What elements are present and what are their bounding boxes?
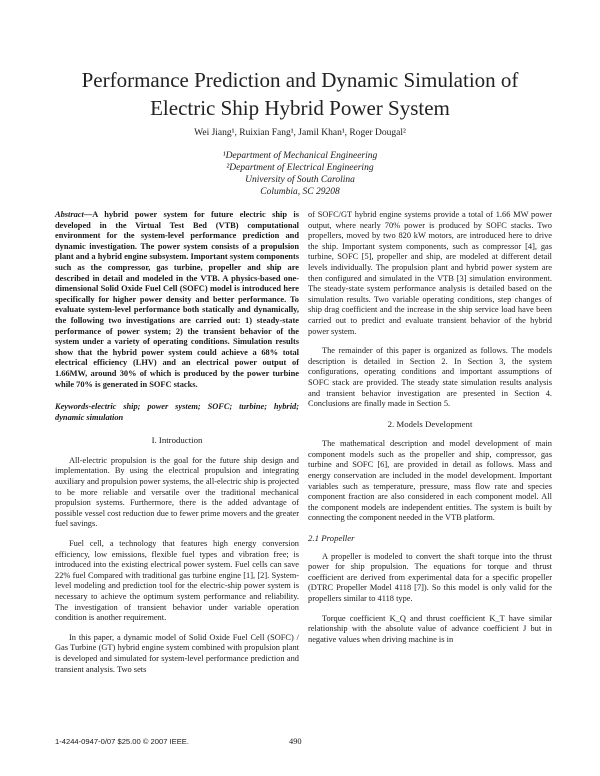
section-heading-introduction: I. Introduction (151, 435, 203, 446)
paper-title (40, 66, 560, 122)
abstract-text: A hybrid power system for future electric ship is developed in the Virtual Test Bed (VTB) computational environment for the system-level performance prediction and dynamic investigation. The power system consists of a propulsion plant and a hybrid engine subsystem. Important system components such as the compressor, gas turbine, propeller and ship are described in detail and modeled in the VTB. A physics-based one-dimensional Solid Oxide Fuel Cell (SOFC) model is introduced here specifically for higher power density and better performance. To evaluate system-level performance both statically and dynamically, the following two investigations are carried out: 1) steady-state performance of power system; 2) the transient behavior of the system under a variety of operating conditions. Simulation results show that the hybrid power system could achieve a 68% total electrical efficiency (LHV) and an electrical power output of 1.66MW, around 30% of which is produced by the power turbine while 70% is generated in SOFC stacks. (55, 210, 299, 389)
page-number: 490 (289, 737, 302, 746)
affiliation-line: Columbia, SC 29208 (260, 187, 340, 197)
intro-paragraph: Fuel cell, a technology that features high energy conversion efficiency, low emissions, flexible fuel types and vibration free; is introduced into the existing electrical power system. Fuel cells can save 22% fuel Compared with traditional gas turbine engine [1], [2]. System-level modeling and prediction tool for the electric-ship power system is necessary to achieve the optimum system performance and reliability. The investigation of transient behavior under variable operation condition is another requirement. (55, 539, 299, 623)
organization-paragraph: The remainder of this paper is organized as follows. The models description is detailed in Section 2. In Section 3, the system configurations, operating conditions and important assumptions of SOFC stack are provided. The steady state simulation results analysis and transient behavior investigation are presented in Section 4. Conclusions are finally made in Section 5. (308, 346, 552, 409)
abstract-lead: Abstract— (55, 210, 93, 219)
keywords: Keywords-electric ship; power system; SOFC; turbine; hybrid; dynamic simulation (55, 402, 299, 422)
title-line-2: Electric Ship Hybrid Power System (150, 96, 450, 120)
abstract (55, 210, 299, 390)
models-paragraph: The mathematical description and model development of main component models such as the propeller and ship, compressor, gas turbine and SOFC [6], are provided in detail as follows. Mass and energy conservation are included in the model development. Important variables such as temperature, pressure, mass flow rate and species component fraction are also considered in each component model. All the component models are independent entities. The system is built by connecting the component needed in the VTB platform. (308, 439, 552, 523)
affiliation-line: ²Department of Electrical Engineering (226, 163, 374, 173)
right-column (308, 210, 552, 654)
copyright-notice: 1-4244-0947-0/07 $25.00 © 2007 IEEE. (55, 737, 189, 746)
section-heading-models: 2. Models Development (387, 418, 473, 429)
intro-continuation-paragraph: of SOFC/GT hybrid engine systems provide a total of 1.66 MW power output, where nearly 70% power is produced by SOFC stacks. Two propellers, moved by two 820 kW motors, are introduced here to drive the ship. Important system components, such as compressor [4], gas turbine, SOFC [5], propeller and ship, are modeled at different detail levels individually. The propulsion plant and hybrid power system are then configured and simulated in the VTB [3] simulation environment. The steady-state system performance analysis is detailed based on the simulation results. Two variable operating conditions, step changes of ship drag coefficient and the increase in the ship service load have been carried out to predict and evaluate transient behavior of the hybrid power system. (308, 210, 552, 336)
left-column (55, 210, 299, 684)
affiliation-line: ¹Department of Mechanical Engineering (222, 151, 378, 161)
intro-paragraph: In this paper, a dynamic model of Solid Oxide Fuel Cell (SOFC) / Gas Turbine (GT) hybrid engine system combined with propulsion plant is developed and simulated for system-level performance prediction and transient analysis. Two sets (55, 632, 299, 674)
affiliations (150, 150, 450, 198)
propeller-paragraph: Torque coefficient K_Q and thrust coefficient K_T have similar relationship with the absolute value of advance coefficient J but in negative values when driving machine is in (308, 613, 552, 644)
intro-paragraph: All-electric propulsion is the goal for the future ship design and implementation. By using the electrical propulsion and integrating auxiliary and propulsion power systems, the all-electric ship is projected to be more reliable and versatile over the traditional mechanical propulsion systems. Furthermore, there is the added advantage of possible vessel cost reduction due to fewer prime movers and the greater fuel savings. (55, 455, 299, 529)
propeller-paragraph: A propeller is modeled to convert the shaft torque into the thrust power for ship propulsion. The equations for torque and thrust coefficient are derived from experimental data for a specific propeller (DTRC Propeller Model 4118 [7]). So this model is only valid for the propellers similar to 4118 type. (308, 551, 552, 603)
title-line-1: Performance Prediction and Dynamic Simulation of (81, 68, 519, 92)
subsection-heading-propeller: 2.1 Propeller (308, 533, 355, 544)
affiliation-line: University of South Carolina (245, 175, 355, 185)
author-list: Wei Jiang¹, Ruixian Fang¹, Jamil Khan¹, Roger Dougal² (194, 128, 406, 138)
